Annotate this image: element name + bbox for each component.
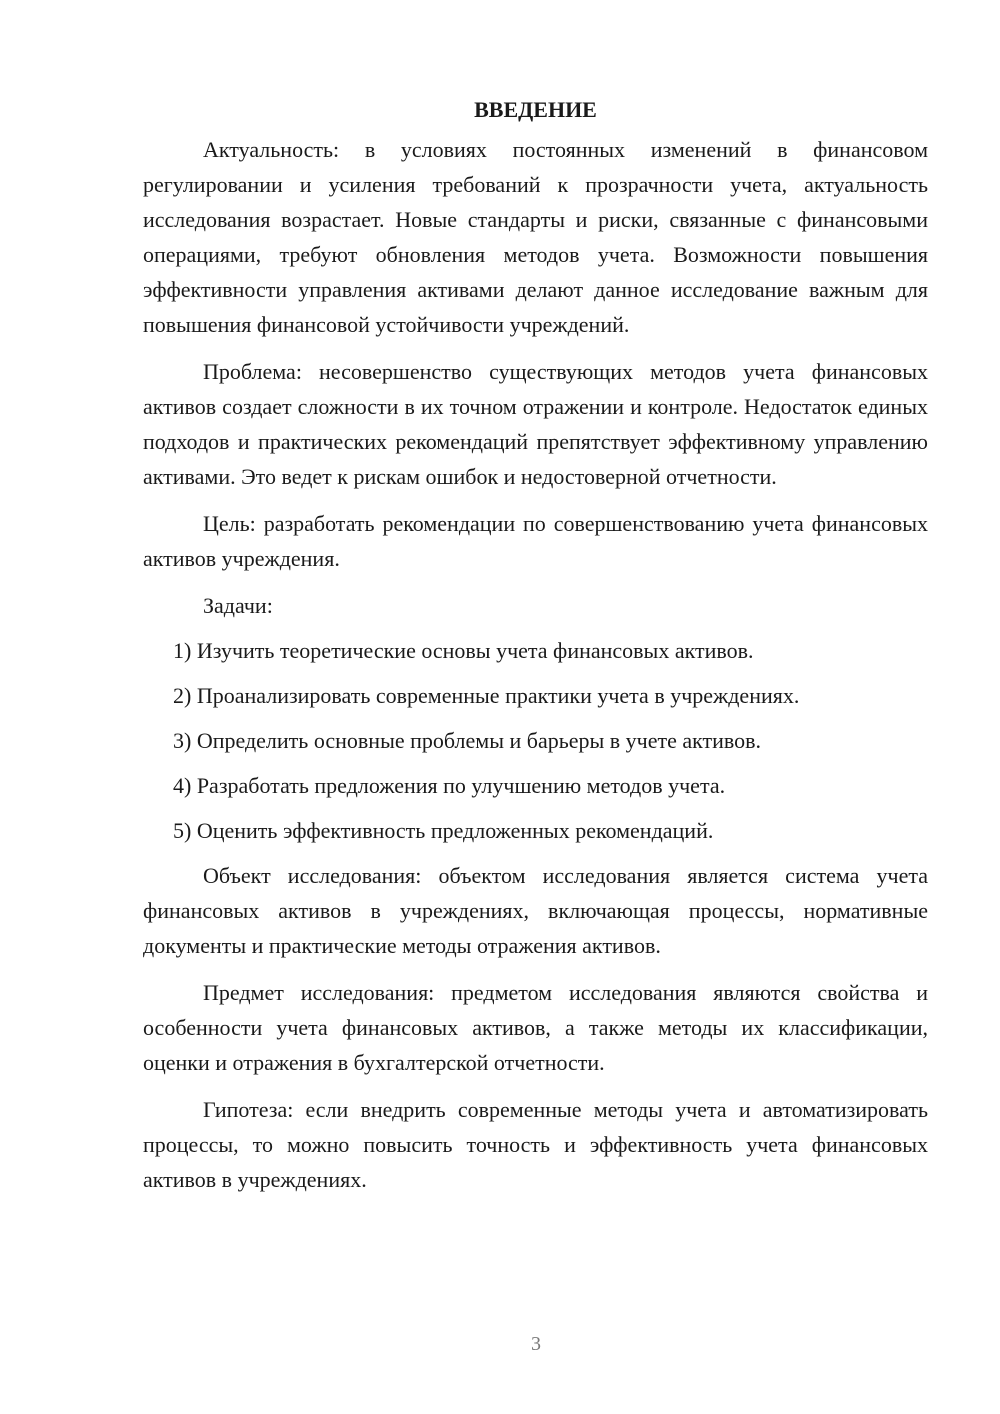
- relevance-paragraph: Актуальность: в условиях постоянных изменений в финансовом регулировании и усиления требований к прозрачности учета, актуальность исследования возрастает. Новые стандарты и риски, связанные с финансовыми операциями, требуют обновления методов учета. Возможности повышения эффективности управления активами делают данное исследование важным для повышения финансовой устойчивости учреждений.: [143, 137, 928, 337]
- goal-paragraph: Цель: разработать рекомендации по совершенствованию учета финансовых активов учреждения.: [143, 511, 928, 571]
- page-number: 3: [531, 1333, 541, 1355]
- task-item: 2) Проанализировать современные практики учета в учреждениях.: [173, 683, 800, 708]
- hypothesis-paragraph: Гипотеза: если внедрить современные методы учета и автоматизировать процессы, то можно повысить точность и эффективность учета финансовых активов в учреждениях.: [143, 1097, 928, 1192]
- task-item: 1) Изучить теоретические основы учета финансовых активов.: [173, 638, 754, 663]
- document-page: [143, 92, 928, 1209]
- task-item: 5) Оценить эффективность предложенных рекомендаций.: [173, 818, 714, 843]
- problem-paragraph: Проблема: несовершенство существующих методов учета финансовых активов создает сложности в их точном отражении и контроле. Недостаток единых подходов и практических рекомендаций препятствует эффективному управлению активами. Это ведет к рискам ошибок и недостоверной отчетности.: [143, 359, 928, 489]
- page-title: ВВЕДЕНИЕ: [474, 97, 597, 122]
- tasks-label: Задачи:: [203, 593, 273, 618]
- task-item: 4) Разработать предложения по улучшению методов учета.: [173, 773, 726, 798]
- subject-paragraph: Предмет исследования: предметом исследования являются свойства и особенности учета финансовых активов, а также методы их классификации, оценки и отражения в бухгалтерской отчетности.: [143, 980, 928, 1075]
- tasks-list: [143, 633, 928, 848]
- task-item: 3) Определить основные проблемы и барьеры в учете активов.: [173, 728, 762, 753]
- object-paragraph: Объект исследования: объектом исследования является система учета финансовых активов в учреждениях, включающая процессы, нормативные документы и практические методы отражения активов.: [143, 863, 928, 958]
